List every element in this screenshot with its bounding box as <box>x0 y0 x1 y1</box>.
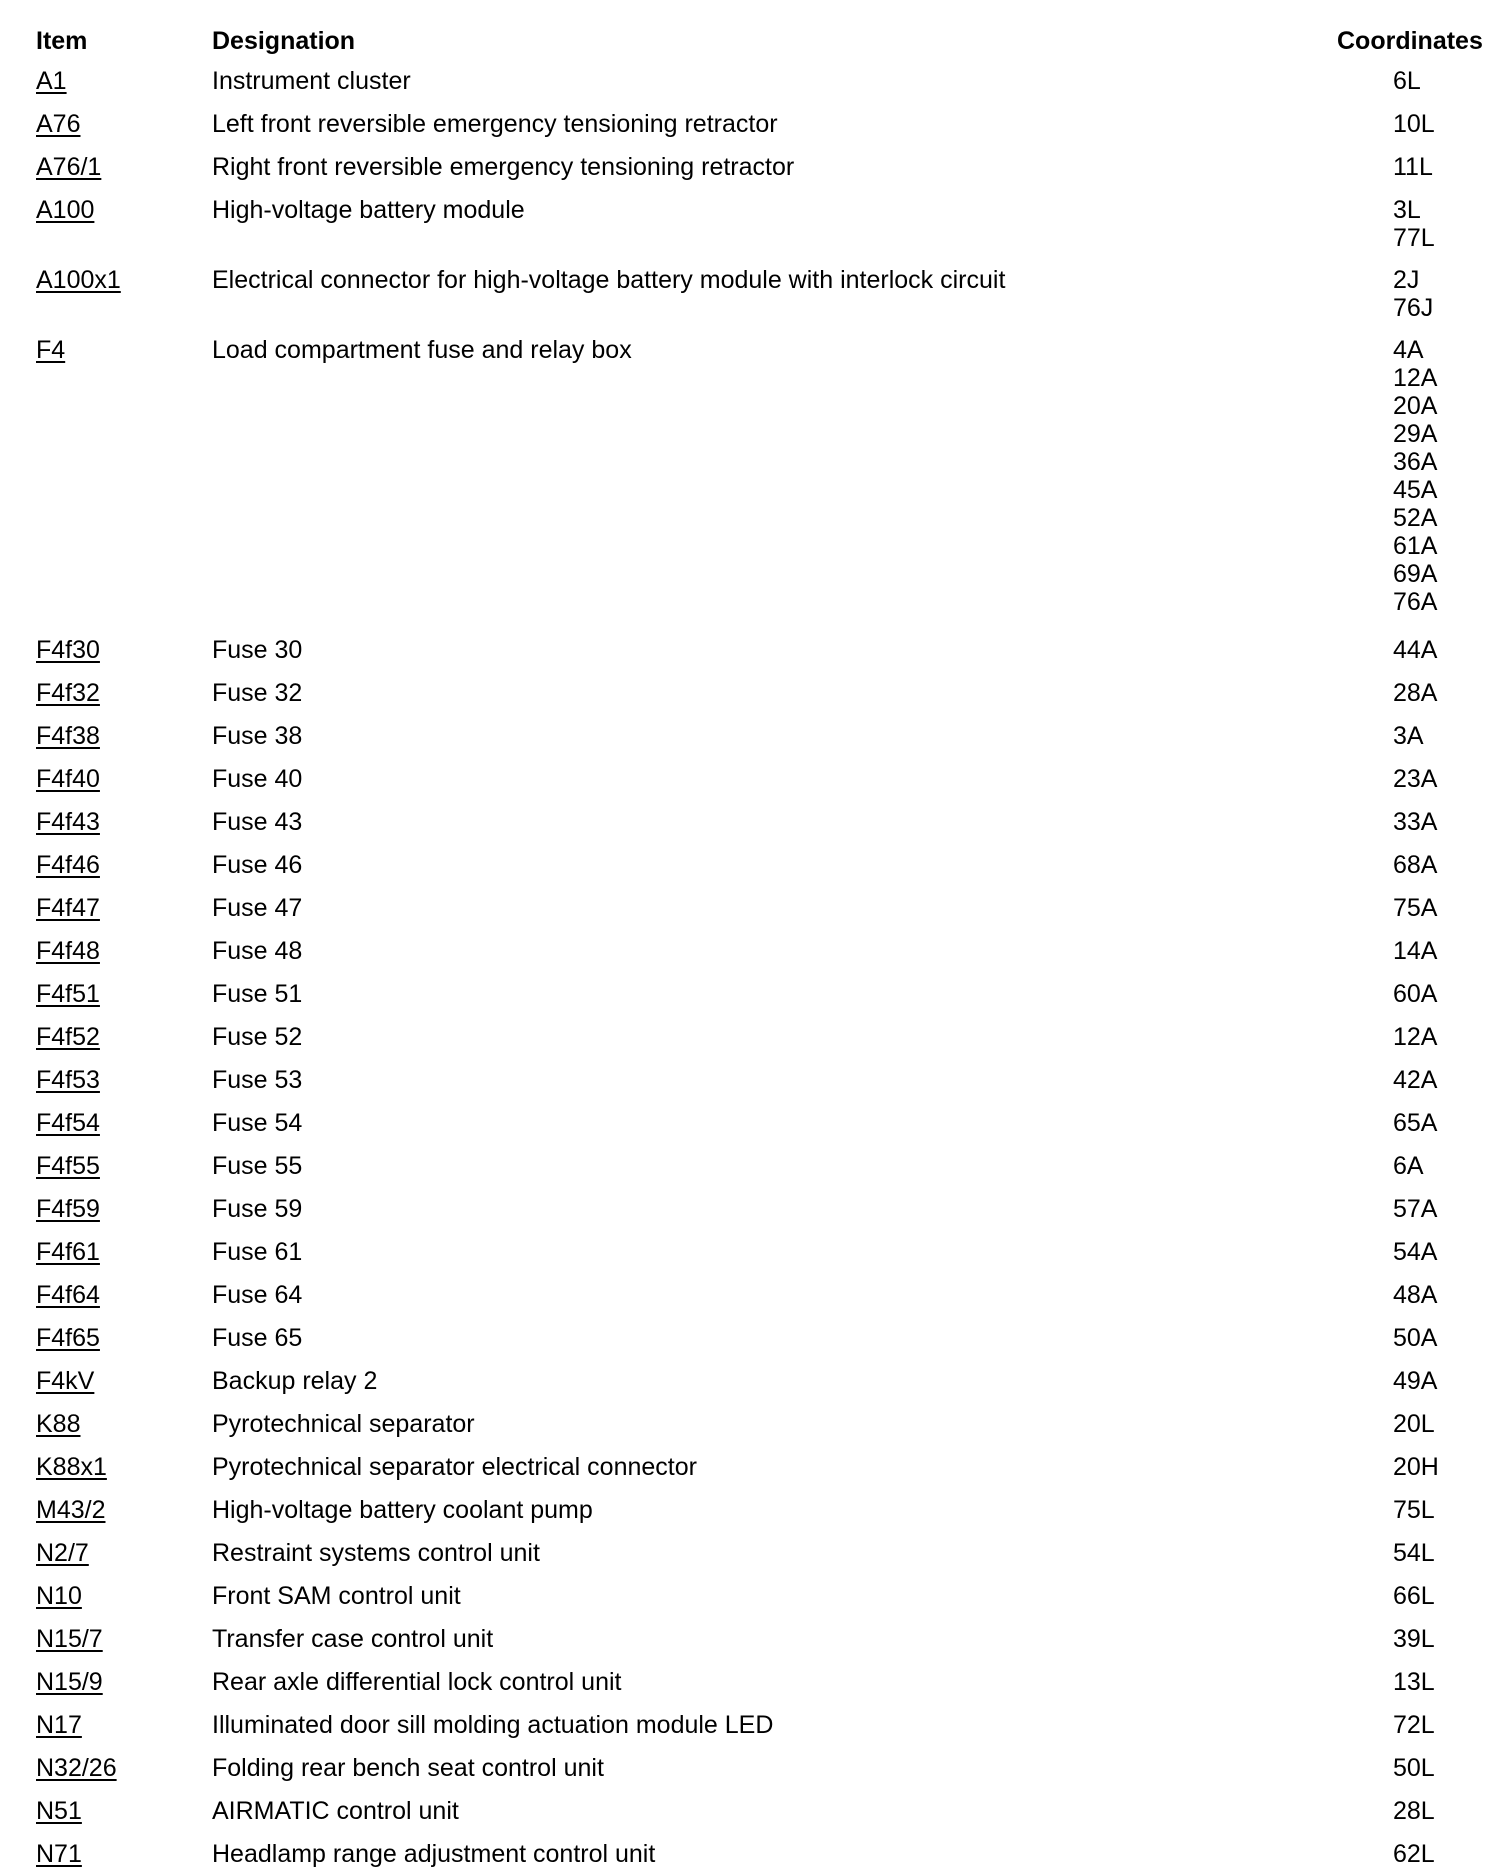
coordinate-value: 65A <box>1393 1109 1438 1137</box>
coordinates-cell <box>1393 1152 1424 1180</box>
item-link[interactable]: N2/7 <box>36 1539 89 1567</box>
designation-text: Fuse 46 <box>212 851 303 879</box>
coordinates-cell <box>1393 851 1437 879</box>
item-link[interactable]: F4f32 <box>36 679 100 707</box>
item-link[interactable]: A100 <box>36 196 95 224</box>
coordinates-cell <box>1393 1281 1437 1309</box>
coordinates-cell <box>1393 1625 1435 1653</box>
coordinate-value: 52A <box>1393 504 1438 532</box>
designation-text: Illuminated door sill molding actuation module LED <box>212 1711 774 1739</box>
item-link[interactable]: N51 <box>36 1797 82 1825</box>
coordinates-cell <box>1393 1496 1435 1524</box>
coordinate-value: 54L <box>1393 1539 1435 1567</box>
coordinate-value: 10L <box>1393 110 1435 138</box>
coordinates-cell <box>1393 808 1437 836</box>
coordinate-value: 36A <box>1393 448 1438 476</box>
coordinates-cell <box>1393 1367 1437 1395</box>
coordinate-value: 72L <box>1393 1711 1435 1739</box>
coordinates-cell <box>1393 1754 1435 1782</box>
coordinate-value: 68A <box>1393 851 1438 879</box>
coordinate-value: 76A <box>1393 588 1438 616</box>
item-link[interactable]: F4f48 <box>36 937 100 965</box>
coordinate-value: 14A <box>1393 937 1438 965</box>
designation-text: Left front reversible emergency tensioning retractor <box>212 110 778 138</box>
coordinate-value: 20H <box>1393 1453 1439 1481</box>
item-link[interactable]: F4f61 <box>36 1238 100 1266</box>
coordinates-cell <box>1393 1195 1437 1223</box>
coordinates-cell <box>1393 1023 1437 1051</box>
coordinate-value: 60A <box>1393 980 1438 1008</box>
coordinates-cell <box>1393 196 1435 252</box>
item-link[interactable]: F4f38 <box>36 722 100 750</box>
designation-text: Fuse 55 <box>212 1152 303 1180</box>
coordinate-value: 12A <box>1393 1023 1438 1051</box>
coordinates-cell <box>1393 67 1421 95</box>
coordinate-value: 75L <box>1393 1496 1435 1524</box>
designation-text: Rear axle differential lock control unit <box>212 1668 622 1696</box>
coordinate-value: 44A <box>1393 636 1438 664</box>
designation-text: Restraint systems control unit <box>212 1539 540 1567</box>
designation-text: Right front reversible emergency tensioning retractor <box>212 153 795 181</box>
coordinates-cell <box>1393 765 1437 793</box>
coordinate-value: 3A <box>1393 722 1424 750</box>
designation-text: Fuse 30 <box>212 636 303 664</box>
coordinates-cell <box>1393 1410 1435 1438</box>
coordinates-cell <box>1393 110 1435 138</box>
item-link[interactable]: F4f59 <box>36 1195 100 1223</box>
coordinate-value: 54A <box>1393 1238 1438 1266</box>
item-link[interactable]: N15/9 <box>36 1668 103 1696</box>
designation-text: Fuse 53 <box>212 1066 303 1094</box>
coordinate-value: 50L <box>1393 1754 1435 1782</box>
coordinate-value: 6L <box>1393 67 1421 95</box>
coordinate-value: 42A <box>1393 1066 1438 1094</box>
coordinates-cell <box>1393 1109 1437 1137</box>
coordinates-cell <box>1393 1582 1435 1610</box>
item-link[interactable]: F4f43 <box>36 808 100 836</box>
table-header <box>0 25 1504 57</box>
coordinate-value: 2J <box>1393 266 1420 294</box>
coordinate-value: 4A <box>1393 336 1424 364</box>
designation-text: Instrument cluster <box>212 67 411 95</box>
coordinates-cell <box>1393 1238 1437 1266</box>
item-link[interactable]: F4f30 <box>36 636 100 664</box>
coordinate-value: 61A <box>1393 532 1438 560</box>
coordinates-cell <box>1393 1797 1435 1825</box>
coordinate-value: 6A <box>1393 1152 1424 1180</box>
coordinates-cell <box>1393 636 1437 664</box>
designation-text: Fuse 48 <box>212 937 303 965</box>
designation-text: Folding rear bench seat control unit <box>212 1754 604 1782</box>
designation-text: High-voltage battery module <box>212 196 525 224</box>
item-link[interactable]: K88 <box>36 1410 81 1438</box>
coordinates-cell <box>1393 266 1433 322</box>
coordinates-cell <box>1393 1711 1435 1739</box>
coordinate-value: 28L <box>1393 1797 1435 1825</box>
coordinate-value: 69A <box>1393 560 1438 588</box>
coordinates-cell <box>1393 937 1437 965</box>
item-link[interactable]: F4kV <box>36 1367 95 1395</box>
item-link[interactable]: N32/26 <box>36 1754 117 1782</box>
coordinate-value: 33A <box>1393 808 1438 836</box>
coordinate-value: 11L <box>1393 153 1433 181</box>
coordinates-cell <box>1393 153 1433 181</box>
coordinates-cell <box>1393 980 1437 1008</box>
coordinate-value: 66L <box>1393 1582 1435 1610</box>
designation-text: AIRMATIC control unit <box>212 1797 459 1825</box>
coordinate-value: 50A <box>1393 1324 1438 1352</box>
coordinate-value: 13L <box>1393 1668 1435 1696</box>
designation-text: Transfer case control unit <box>212 1625 494 1653</box>
item-link[interactable]: F4f51 <box>36 980 100 1008</box>
designation-text: Fuse 43 <box>212 808 303 836</box>
item-link[interactable]: F4f55 <box>36 1152 100 1180</box>
item-link[interactable]: F4f40 <box>36 765 100 793</box>
coordinate-value: 28A <box>1393 679 1438 707</box>
designation-text: Headlamp range adjustment control unit <box>212 1840 656 1868</box>
item-link[interactable]: F4f53 <box>36 1066 100 1094</box>
designation-text: Fuse 40 <box>212 765 303 793</box>
item-link[interactable]: N15/7 <box>36 1625 103 1653</box>
coordinates-cell <box>1393 336 1437 616</box>
designation-text: Fuse 47 <box>212 894 303 922</box>
coordinate-value: 49A <box>1393 1367 1438 1395</box>
item-link[interactable]: F4f47 <box>36 894 100 922</box>
item-link[interactable]: F4f64 <box>36 1281 100 1309</box>
coordinates-cell <box>1393 722 1424 750</box>
coordinate-value: 62L <box>1393 1840 1435 1868</box>
item-link[interactable]: N71 <box>36 1840 82 1868</box>
designation-text: Pyrotechnical separator electrical connector <box>212 1453 697 1481</box>
coordinate-value: 23A <box>1393 765 1438 793</box>
coordinates-cell <box>1393 1453 1439 1481</box>
header-coordinates: Coordinates <box>1337 27 1483 55</box>
header-item: Item <box>36 27 88 55</box>
coordinate-value: 20L <box>1393 1410 1435 1438</box>
header-designation: Designation <box>212 27 356 55</box>
coordinates-cell <box>1393 1840 1435 1868</box>
designation-text: Electrical connector for high-voltage battery module with interlock circuit <box>212 266 1006 294</box>
item-link[interactable]: N10 <box>36 1582 82 1610</box>
coordinates-cell <box>1393 1539 1435 1567</box>
designation-text: Load compartment fuse and relay box <box>212 336 632 364</box>
item-link[interactable]: A76/1 <box>36 153 102 181</box>
item-link[interactable]: A76 <box>36 110 81 138</box>
designation-text: Fuse 61 <box>212 1238 303 1266</box>
coordinate-value: 57A <box>1393 1195 1438 1223</box>
designation-text: Front SAM control unit <box>212 1582 461 1610</box>
coordinate-value: 39L <box>1393 1625 1435 1653</box>
designation-text: Backup relay 2 <box>212 1367 378 1395</box>
item-link[interactable]: F4f46 <box>36 851 100 879</box>
designation-text: Fuse 65 <box>212 1324 303 1352</box>
item-link[interactable]: F4f65 <box>36 1324 100 1352</box>
designation-text: High-voltage battery coolant pump <box>212 1496 593 1524</box>
item-link[interactable]: F4f54 <box>36 1109 100 1137</box>
coordinate-value: 20A <box>1393 392 1438 420</box>
item-link[interactable]: N17 <box>36 1711 82 1739</box>
coordinate-value: 77L <box>1393 224 1435 252</box>
designation-text: Fuse 38 <box>212 722 303 750</box>
coordinate-value: 29A <box>1393 420 1438 448</box>
coordinate-value: 12A <box>1393 364 1438 392</box>
coordinate-value: 45A <box>1393 476 1438 504</box>
item-link[interactable]: A100x1 <box>36 266 121 294</box>
item-link[interactable]: M43/2 <box>36 1496 106 1524</box>
coordinates-cell <box>1393 894 1437 922</box>
item-link[interactable]: F4 <box>36 336 66 364</box>
coordinate-value: 3L <box>1393 196 1421 224</box>
item-link[interactable]: F4f52 <box>36 1023 100 1051</box>
coordinate-value: 48A <box>1393 1281 1438 1309</box>
coordinate-value: 76J <box>1393 294 1434 322</box>
designation-text: Fuse 59 <box>212 1195 303 1223</box>
designation-text: Fuse 52 <box>212 1023 303 1051</box>
designation-text: Fuse 51 <box>212 980 303 1008</box>
designation-text: Fuse 32 <box>212 679 303 707</box>
item-link[interactable]: A1 <box>36 67 67 95</box>
designation-text: Fuse 54 <box>212 1109 303 1137</box>
item-link[interactable]: K88x1 <box>36 1453 107 1481</box>
coordinates-cell <box>1393 1324 1437 1352</box>
coordinate-value: 75A <box>1393 894 1438 922</box>
designation-text: Fuse 64 <box>212 1281 303 1309</box>
coordinates-cell <box>1393 1668 1435 1696</box>
designation-text: Pyrotechnical separator <box>212 1410 475 1438</box>
coordinates-cell <box>1393 1066 1437 1094</box>
coordinates-cell <box>1393 679 1437 707</box>
